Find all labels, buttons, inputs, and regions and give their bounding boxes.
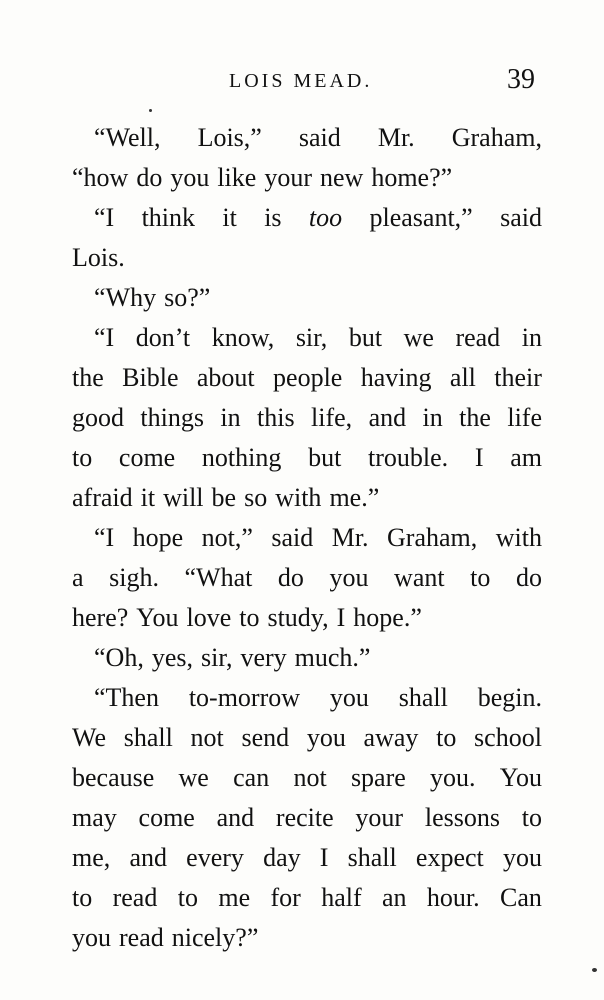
text-line: the Bible about people having all their: [72, 363, 542, 392]
text-line: “Why so?”: [94, 283, 211, 312]
text-line: “Oh, yes, sir, very much.”: [94, 643, 371, 672]
text-line: because we can not spare you. You: [72, 763, 542, 792]
text-line: We shall not send you away to school: [72, 723, 542, 752]
text-line: “how do you like your new home?”: [72, 163, 453, 192]
print-speck: [592, 968, 597, 972]
text-line: a sigh. “What do you want to do: [72, 563, 542, 592]
text-line: Lois.: [72, 243, 125, 272]
text-line: here? You love to study, I hope.”: [72, 603, 422, 632]
page-header: [0, 62, 604, 102]
text-line: afraid it will be so with me.”: [72, 483, 380, 512]
text-line: you read nicely?”: [72, 923, 259, 952]
text-line: “Then to-morrow you shall begin.: [94, 683, 542, 712]
page-number: 39: [507, 64, 535, 95]
body-text: [72, 118, 542, 958]
text-line: to come nothing but trouble. I am: [72, 443, 542, 472]
text-line: “Well, Lois,” said Mr. Graham,: [94, 123, 542, 152]
text-line: good things in this life, and in the life: [72, 403, 542, 432]
text-line: “I don’t know, sir, but we read in: [94, 323, 542, 352]
running-title: LOIS MEAD.: [229, 70, 373, 92]
text-line: “I hope not,” said Mr. Graham, with: [94, 523, 542, 552]
text-line: me, and every day I shall expect you: [72, 843, 542, 872]
text-line: may come and recite your lessons to: [72, 803, 542, 832]
text-line: to read to me for half an hour. Can: [72, 883, 542, 912]
text-line: “I think it is too pleasant,” said: [94, 203, 542, 232]
print-speck: [149, 109, 152, 112]
